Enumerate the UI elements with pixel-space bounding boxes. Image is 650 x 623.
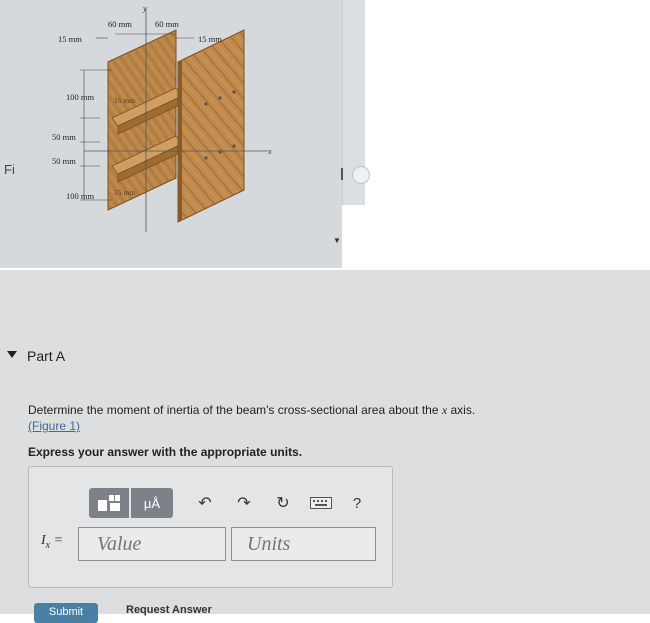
value-input[interactable] bbox=[78, 527, 226, 561]
figure-panel bbox=[0, 0, 342, 268]
figure-link[interactable]: (Figure 1) bbox=[28, 419, 81, 433]
help-button[interactable]: ? bbox=[352, 494, 362, 512]
math-toolbar bbox=[89, 488, 389, 518]
beam-figure bbox=[0, 0, 342, 268]
dim-15mm-left: 15 mm bbox=[58, 34, 82, 44]
variable-subscript: x bbox=[45, 539, 51, 551]
figure-tab-label[interactable]: Fi bbox=[4, 162, 15, 177]
question-panel bbox=[0, 270, 650, 618]
scroll-down-arrow-icon[interactable]: ▼ bbox=[333, 236, 341, 245]
undo-icon[interactable]: ↶ bbox=[198, 495, 212, 512]
keyboard-icon[interactable] bbox=[307, 488, 335, 518]
dim-100mm-upper: 100 mm bbox=[66, 92, 95, 102]
collapse-triangle-icon[interactable] bbox=[7, 351, 17, 358]
dim-15mm-upper-flange: 15 mm bbox=[114, 96, 136, 105]
part-label: Part A bbox=[27, 348, 66, 364]
redo-icon[interactable]: ↷ bbox=[237, 495, 251, 512]
question-variable: x bbox=[441, 403, 448, 417]
dim-50mm-1: 50 mm bbox=[52, 132, 76, 142]
equals-sign: = bbox=[50, 533, 64, 548]
scrollbar-thumb[interactable] bbox=[341, 168, 343, 180]
y-axis-label: y bbox=[143, 4, 147, 13]
side-circle-icon bbox=[352, 166, 370, 184]
request-answer-link[interactable]: Request Answer bbox=[126, 604, 212, 616]
templates-button[interactable] bbox=[89, 488, 129, 518]
dim-100mm-lower: 100 mm bbox=[66, 191, 95, 201]
dim-15mm-lower-flange: 15 mm bbox=[114, 188, 136, 197]
dim-50mm-2: 50 mm bbox=[52, 156, 76, 166]
units-input[interactable] bbox=[231, 527, 376, 561]
variable-symbol: I bbox=[41, 533, 46, 548]
units-symbol-button[interactable]: μÅ bbox=[131, 488, 173, 518]
dim-15mm-right: 15 mm bbox=[198, 34, 222, 44]
submit-button[interactable]: Submit bbox=[34, 603, 98, 623]
reset-icon[interactable]: ↻ bbox=[276, 495, 290, 512]
x-axis-label: x bbox=[268, 147, 272, 156]
question-prefix: Determine the moment of inertia of the beam's cross-sectional area about the bbox=[28, 403, 442, 417]
dim-60mm-2: 60 mm bbox=[155, 19, 179, 29]
templates-icon bbox=[97, 494, 121, 512]
answer-box bbox=[28, 466, 393, 588]
question-text bbox=[28, 403, 475, 418]
question-suffix: axis. bbox=[447, 403, 476, 417]
dim-60mm-1: 60 mm bbox=[108, 19, 132, 29]
right-plank bbox=[178, 30, 244, 222]
variable-label bbox=[41, 533, 63, 551]
instruction-text: Express your answer with the appropriate units. bbox=[28, 445, 303, 459]
